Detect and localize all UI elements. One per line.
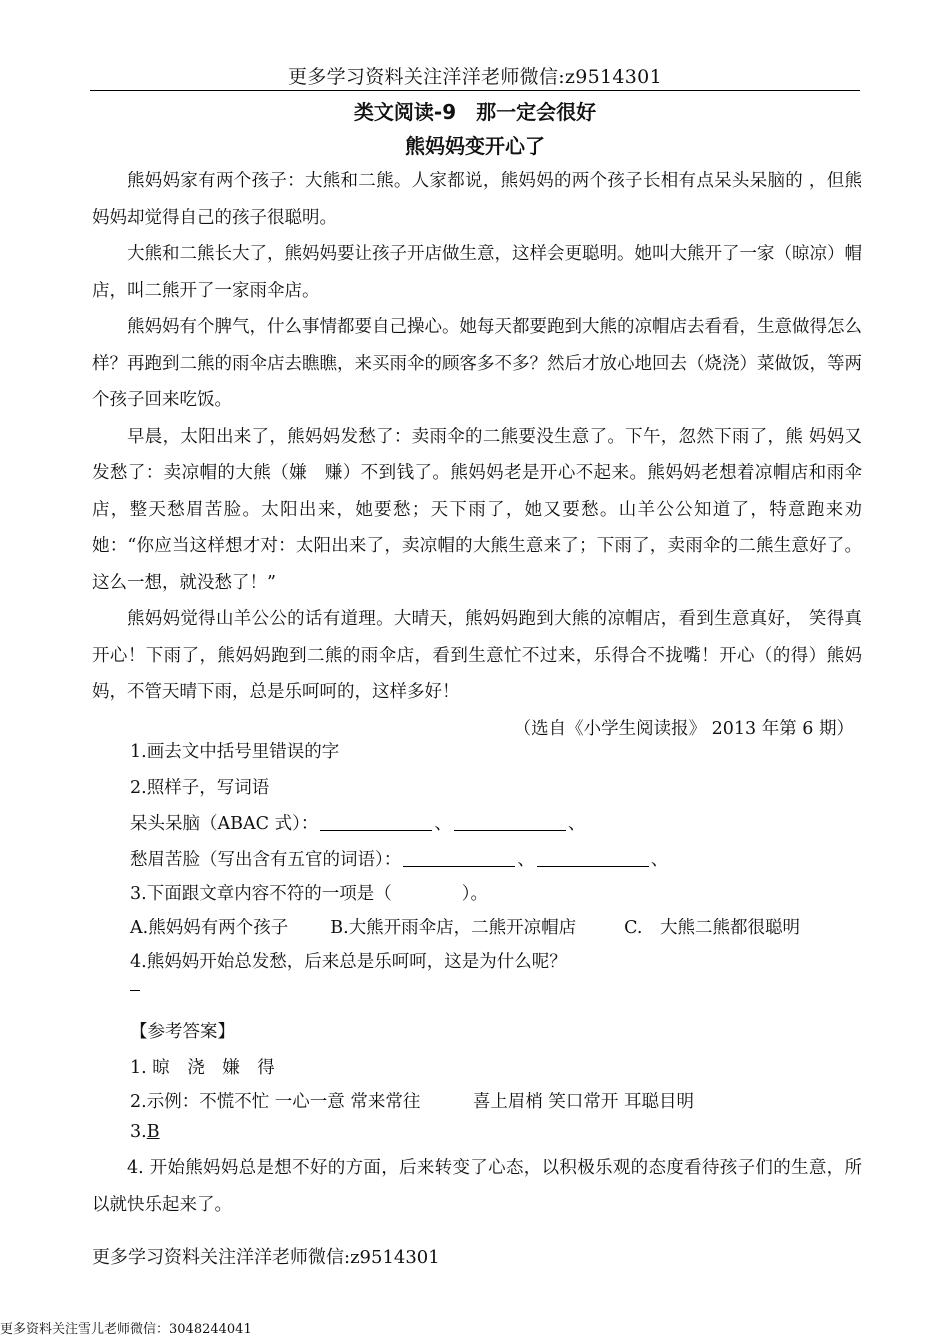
option-c: C. 大熊二熊都很聪明 — [624, 918, 800, 938]
story-paragraph-3: 熊妈妈有个脾气，什么事情都要自己操心。她每天都要跑到大熊的凉帽店去看看，生意做得怎么样？再跑到二熊的雨伞店去瞧瞧，来买雨伞的顾客多不多？然后才放心地回去（烧浇）菜做饭，等两个孩子回来吃饭。 — [92, 317, 862, 410]
story-source: （选自《小学生阅读报》 2013 年第 6 期） — [513, 718, 854, 739]
answer-4: 4. 开始熊妈妈总是想不好的方面，后来转变了心态，以积极乐观的态度看待孩子们的生意，所以就快乐起来了。 — [92, 1158, 862, 1215]
question-2a — [130, 810, 585, 835]
separator: 、 — [517, 850, 535, 870]
answer-line-short — [130, 990, 140, 991]
answer-3-prefix: 3. — [130, 1122, 147, 1142]
separator: 、 — [434, 814, 452, 834]
worksheet-title: 类文阅读-9 那一定会很好 — [353, 100, 597, 124]
page-footer: 更多学习资料关注洋洋老师微信:z9514301 — [92, 1247, 440, 1268]
separator: 、 — [567, 814, 586, 834]
page-header: 更多学习资料关注洋洋老师微信:z9514301 — [288, 66, 662, 88]
answer-3 — [130, 1122, 160, 1142]
answer-blank[interactable] — [320, 812, 432, 831]
story-paragraph-2: 大熊和二熊长大了，熊妈妈要让孩子开店做生意，这样会更聪明。她叫大熊开了一家（晾凉）帽店，叫二熊开了一家雨伞店。 — [92, 244, 862, 301]
answer-2: 2.示例：不慌不忙 一心一意 常来常往 喜上眉梢 笑口常开 耳聪目明 — [130, 1092, 694, 1112]
story-paragraph-1: 熊妈妈家有两个孩子：大熊和二熊。人家都说，熊妈妈的两个孩子长相有点呆头呆脑的 ，但熊妈妈却觉得自己的孩子很聪明。 — [92, 171, 862, 228]
answers-heading: 【参考答案】 — [130, 1022, 235, 1042]
option-b: B.大熊开雨伞店，二熊开凉帽店 — [330, 918, 577, 938]
bottom-note: 更多资料关注雪儿老师微信：3048244041 — [0, 1322, 252, 1337]
question-3-options — [130, 914, 800, 939]
answer-blank[interactable] — [454, 812, 566, 831]
answer-1: 1. 晾 浇 嫌 得 — [130, 1058, 275, 1078]
story-paragraph-4: 早晨，太阳出来了，熊妈妈发愁了：卖雨伞的二熊要没生意了。下午，忽然下雨了，熊 妈妈又发愁了：卖凉帽的大熊（嫌 赚）不到钱了。熊妈妈老是开心不起来。熊妈妈老想着凉帽店和雨伞店，整天愁眉苦脸。太阳出来，她要愁；天下雨了，她又要愁。山羊公公知道了，特意跑来劝她：“你应当这样想才对：太阳出来了，卖凉帽的大熊生意来了；下雨了，卖雨伞的二熊生意好了。这么一想，就没愁了！” — [92, 426, 862, 593]
answer-blank[interactable] — [403, 848, 515, 867]
story-paragraph-5: 熊妈妈觉得山羊公公的话有道理。大晴天，熊妈妈跑到大熊的凉帽店，看到生意真好， 笑得真开心！下雨了，熊妈妈跑到二熊的雨伞店，看到生意忙不过来，乐得合不拢嘴！开心（的得）熊妈妈，不管天晴下雨，总是乐呵呵的，这样多好！ — [92, 609, 862, 702]
question-4: 4.熊妈妈开始总发愁，后来总是乐呵呵，这是为什么呢？ — [130, 952, 567, 972]
question-2b-label: 愁眉苦脸（写出含有五官的词语）： — [130, 850, 402, 870]
question-2a-label: 呆头呆脑（ABAC 式）： — [130, 814, 319, 834]
separator: 、 — [650, 850, 669, 870]
question-3-suffix: ）。 — [461, 884, 488, 904]
question-2b — [130, 846, 668, 871]
story-title: 熊妈妈变开心了 — [405, 134, 545, 158]
question-1: 1.画去文中括号里错误的字 — [130, 742, 340, 762]
answer-blank[interactable] — [537, 848, 649, 867]
answer-3-value: B — [146, 1122, 160, 1142]
header-divider — [90, 90, 860, 91]
option-a: A.熊妈妈有两个孩子 — [130, 918, 289, 938]
question-3 — [130, 880, 488, 905]
question-3-text: 3.下面跟文章内容不符的一项是（ — [130, 884, 392, 904]
story-body — [92, 163, 862, 747]
question-2: 2.照样子，写词语 — [130, 778, 270, 798]
